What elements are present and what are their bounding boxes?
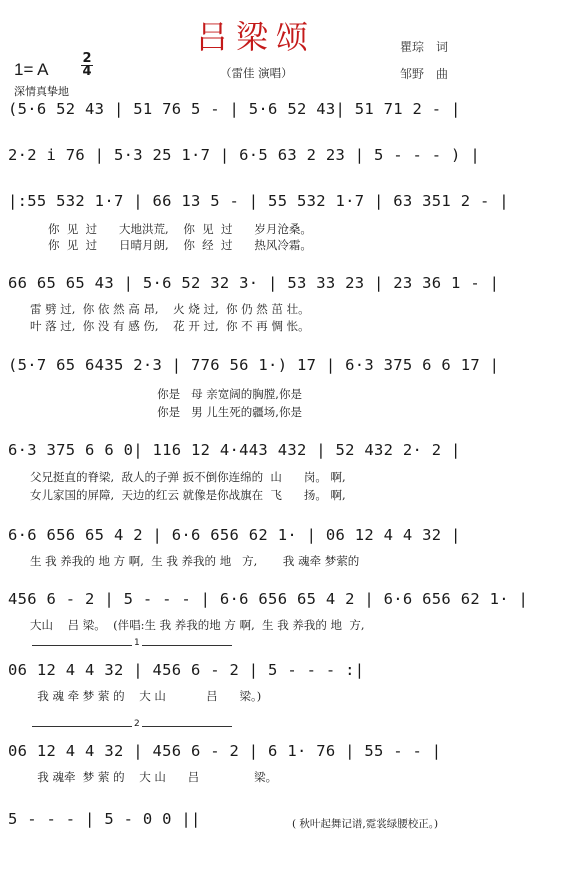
composer-credit: 邹野 曲 (400, 67, 449, 81)
lyric-row-3-verse-2: 叶 落 过, 你 没 有 感 伤, 花 开 过, 你 不 再 惆 怅。 (30, 319, 310, 333)
time-denominator: 4 (82, 64, 92, 79)
lyric-row-2-verse-1: 你 见 过 大地洪荒, 你 见 过 岁月沧桑。 (48, 222, 312, 236)
lyric-row-6: 生 我 养我的 地 方 啊, 生 我 养我的 地 方, 我 魂牵 梦萦的 (30, 554, 360, 568)
notation-row-6: 6·6 656 65 4 2 | 6·6 656 62 1· | 06 12 4 4 32 | (8, 526, 461, 544)
notation-row-7: 456 6 - 2 | 5 - - - | 6·6 656 65 4 2 | 6·6 656 62 1· | (8, 590, 529, 608)
notation-row-4: (5·7 65 6435 2·3 | 776 56 1·) 17 | 6·3 375 6 6 17 | (8, 356, 500, 374)
notation-row-8: 06 12 4 4 32 | 456 6 - 2 | 5 - - - :| (8, 661, 365, 679)
notation-row-2: |:55 532 1·7 | 66 13 5 - | 55 532 1·7 | 63 351 2 - | (8, 192, 509, 210)
lyric-row-4-verse-2: 你是 男 儿生死的疆场,你是 (0, 405, 302, 419)
lyric-row-9: 我 魂牵 梦 萦 的 大 山 吕 梁。 (30, 770, 278, 784)
time-numerator: 2 (82, 51, 92, 66)
lyricist-credit: 瞿琮 词 (400, 40, 449, 54)
transcription-footnote: ( 秋叶起舞记谱,霓裳绿腰校正。) (292, 818, 439, 830)
volta-bracket-2: 2 (32, 726, 232, 727)
lyric-row-2-verse-2: 你 见 过 日晴月朗, 你 经 过 热风冷霜。 (48, 238, 312, 252)
lyric-row-7: 大山 吕 梁。 (伴唱:生 我 养我的地 方 啊, 生 我 养我的 地 方, (30, 618, 365, 632)
lyric-row-5-verse-2: 女儿家国的屏障, 天边的红云 就像是你战旗在 飞 扬。 啊, (30, 488, 346, 502)
song-title: 吕梁颂 (196, 18, 317, 56)
time-signature (79, 53, 95, 78)
notation-row-10: 5 - - - | 5 - 0 0 || (8, 810, 201, 828)
notation-row-3: 66 65 65 43 | 5·6 52 32 3· | 53 33 23 | 23 36 1 - | (8, 274, 500, 292)
lyric-row-4-verse-1: 你是 母 亲宽阔的胸膛,你是 (0, 387, 302, 401)
notation-row-1: 2·2 i 76 | 5·3 25 1·7 | 6·5 63 2 23 | 5 - - - ) | (8, 146, 480, 164)
volta-bracket-1: 1 (32, 645, 232, 646)
lyric-row-5-verse-1: 父兄挺直的脊梁, 敌人的子弹 扳不倒你连绵的 山 岗。 啊, (30, 470, 346, 484)
lyric-row-3-verse-1: 雷 劈 过, 你 依 然 高 昂, 火 烧 过, 你 仍 然 茁 壮。 (30, 302, 310, 316)
lyric-row-8: 我 魂 牵 梦 萦 的 大 山 吕 梁。) (30, 689, 262, 703)
singer-credit: （雷佳 演唱） (220, 66, 293, 80)
key-signature: 1= A (14, 60, 49, 79)
tempo-marking: 深情真挚地 (14, 85, 69, 98)
notation-row-9: 06 12 4 4 32 | 456 6 - 2 | 6 1· 76 | 55 - - | (8, 742, 442, 760)
notation-row-5: 6·3 375 6 6 0| 116 12 4·443 432 | 52 432 2· 2 | (8, 441, 461, 459)
notation-row-0: (5·6 52 43 | 51 76 5 - | 5·6 52 43| 51 71 2 - | (8, 100, 461, 118)
